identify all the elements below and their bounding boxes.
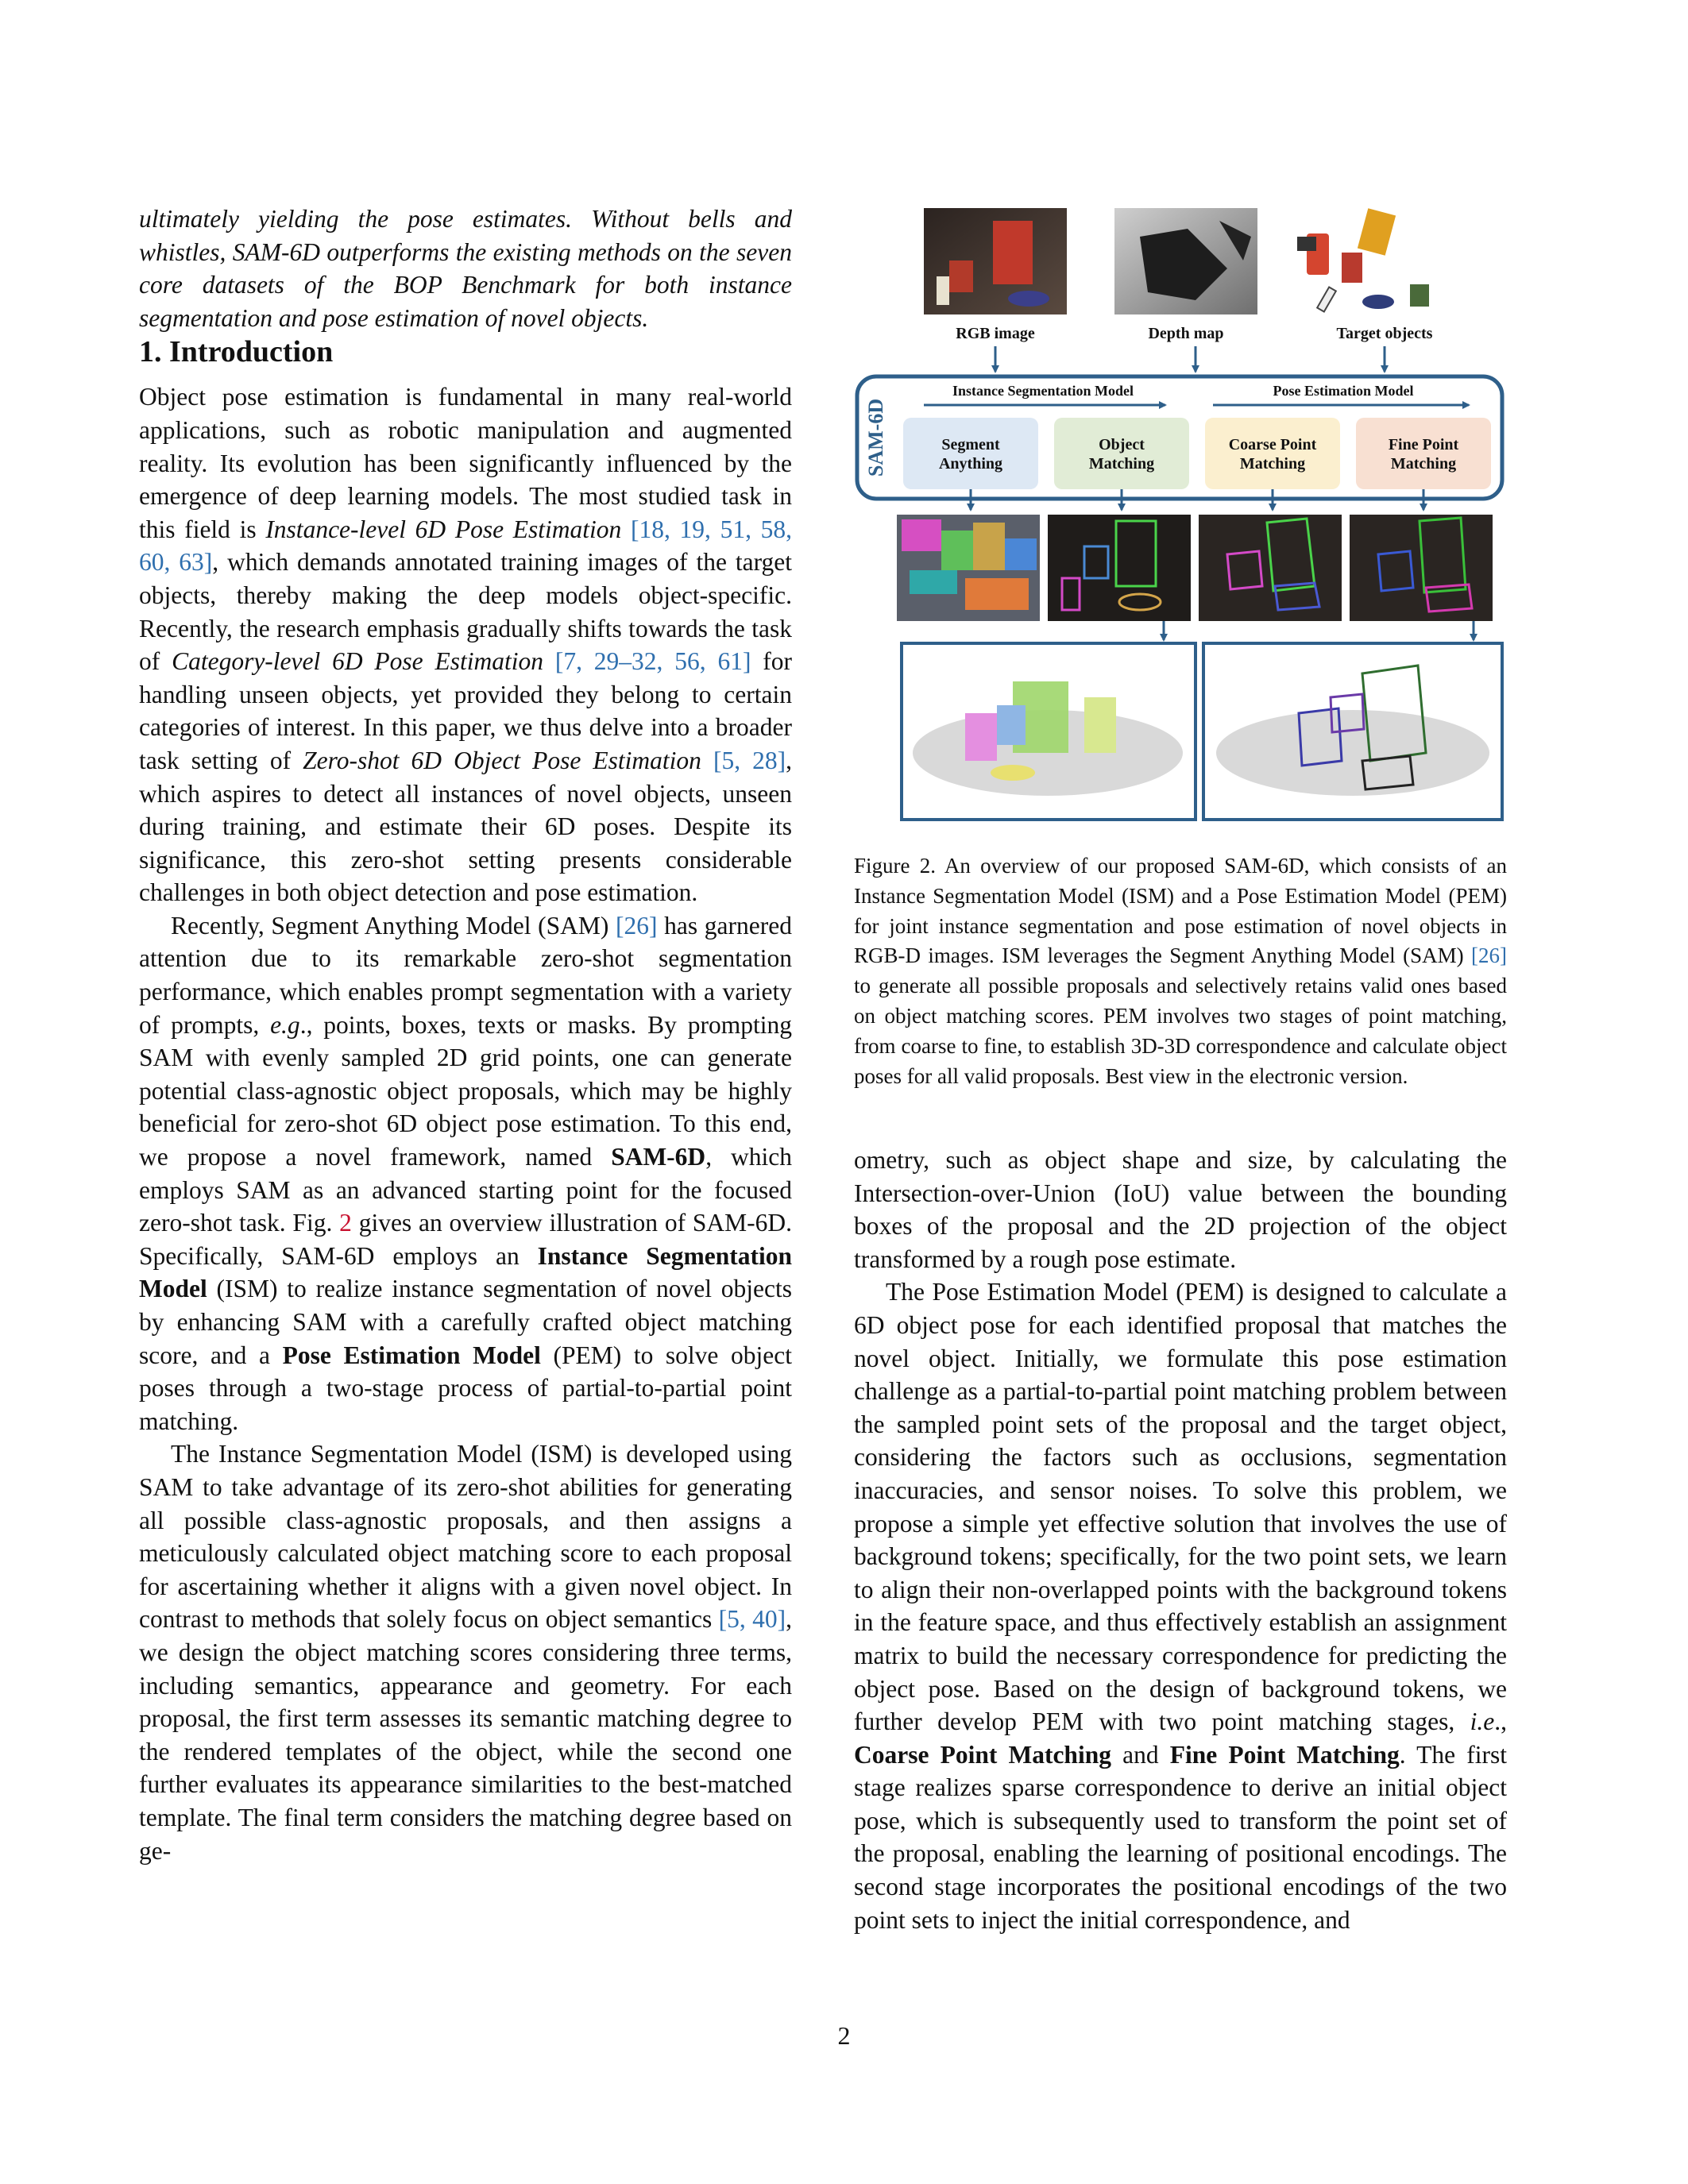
module-segment-anything	[903, 418, 1038, 489]
intro-paragraph-5: The Pose Estimation Model (PEM) is designed to calculate a 6D object pose for each identified proposal that matches the novel object. Initially, we formulate this pose estimation challenge as a partial-to-partial point matching problem between the sampled point sets of the proposal and the target object, considering the factors such as occlusions, segmentation inaccuracies, and sensor noises. To solve this problem, we propose a simple yet effective solution that involves the use of background tokens; specifically, for the two point sets, we learn to align their non-overlapped points with the background tokens in the feature space, and thus effectively establish an assignment matrix to build the necessary correspondence for predicting the object pose. Based on the design of background tokens, we further develop PEM with two point matching stages, i.e., Coarse Point Matching and Fine Point Matching. The first stage realizes sparse correspondence to derive an initial object pose, which is subsequently used to transform the point set of the proposal, enabling the learning of positional encodings. The second stage incorporates the positional encodings of the two point sets to inject the initial correspondence, and	[854, 1278, 1507, 1934]
intro-paragraph-4: ometry, such as object shape and size, by calculating the Intersection-over-Union (IoU) value between the bounding boxes of the proposal and the 2D projection of the object transformed by a rough pose estimate.	[854, 1146, 1507, 1273]
citation[interactable]: [18, 19, 51, 58, 60, 63]	[139, 515, 793, 577]
svg-text:Matching: Matching	[1088, 455, 1155, 473]
citation[interactable]: [26]	[1471, 943, 1507, 968]
section-title: 1. Introduction	[139, 335, 334, 369]
module-object-matching	[1054, 418, 1189, 489]
figure-2	[854, 205, 1507, 824]
figure-reference[interactable]: 2	[339, 1209, 352, 1237]
input-label-depth: Depth map	[1148, 325, 1224, 342]
ism-point-cloud-panel	[902, 643, 1196, 820]
citation[interactable]: [26]	[616, 911, 658, 940]
pem-point-cloud-panel	[1203, 643, 1502, 820]
input-label-rgb: RGB image	[956, 325, 1035, 342]
svg-text:Object: Object	[1099, 436, 1145, 453]
ism-label: Instance Segmentation Model	[952, 383, 1134, 399]
citation[interactable]: [5, 28]	[713, 746, 786, 774]
left-column	[139, 203, 792, 1867]
segmentation-result-image	[897, 515, 1040, 621]
rgb-image-thumbnail	[924, 208, 1067, 314]
svg-text:Matching: Matching	[1239, 455, 1306, 473]
abstract-tail: ultimately yielding the pose estimates. Without bells and whistles, SAM-6D outperforms the existing methods on the seven core datasets of the BOP Benchmark for both instance segmentation and pose estimation of novel objects.	[139, 205, 792, 332]
fine-pose-result-image	[1350, 515, 1493, 621]
module-coarse-point-matching	[1205, 418, 1340, 489]
citation[interactable]: [7, 29–32, 56, 61]	[554, 647, 751, 676]
depth-map-thumbnail	[1114, 208, 1257, 314]
page-number: 2	[837, 2021, 851, 2050]
intro-paragraph-1: Object pose estimation is fundamental in many real-world applications, such as robotic manipulation and augmented reality. Its evolution has been significantly influenced by the emergence of deep learning models. The most studied task in this field is Instance-level 6D Pose Estimation [18, 19, 51, 58, 60, 63], which demands annotated training images of the target objects, thereby making the deep models object-specific. Recently, the research emphasis gradually shifts towards the task of Category-level 6D Pose Estimation [7, 29–32, 56, 61] for handling unseen objects, yet provided they belong to certain categories of interest. In this paper, we thus delve into a broader task setting of Zero-shot 6D Object Pose Estimation [5, 28], which aspires to detect all instances of novel objects, unseen during training, and estimate their 6D poses. Despite its significance, this zero-shot setting presents considerable challenges in both object detection and pose estimation.	[139, 383, 793, 907]
intro-paragraph-2: Recently, Segment Anything Model (SAM) [26] has garnered attention due to its remarkable zero-shot segmentation performance, which enables prompt segmentation with a variety of prompts, e.g., points, boxes, texts or masks. By prompting SAM with evenly sampled 2D grid points, one can generate potential class-agnostic object proposals, which may be highly beneficial for zero-shot 6D object pose estimation. To this end, we propose a novel framework, named SAM-6D, which employs SAM as an advanced starting point for the focused zero-shot task. Fig. 2 gives an overview illustration of SAM-6D. Specifically, SAM-6D employs an Instance Segmentation Model (ISM) to realize instance segmentation of novel objects by enhancing SAM with a carefully crafted object matching score, and a Pose Estimation Model (PEM) to solve object poses through a two-stage process of partial-to-partial point matching.	[139, 911, 793, 1435]
svg-text:Anything: Anything	[938, 455, 1003, 473]
figure-caption: Figure 2. An overview of our proposed SAM-6D, which consists of an Instance Segmentation Model (ISM) and a Pose Estimation Model (PEM) for joint instance segmentation and pose estimation of novel objects in RGB-D images. ISM leverages the Segment Anything Model (SAM) [26] to generate all possible proposals and selectively retains valid ones based on object matching scores. PEM involves two stages of point matching, from coarse to fine, to establish 3D-3D correspondence and calculate object poses for all valid proposals. Best view in the electronic version.	[854, 854, 1507, 1088]
svg-text:Segment: Segment	[941, 436, 1000, 453]
module-fine-point-matching	[1356, 418, 1491, 489]
right-column	[854, 1144, 1507, 1936]
coarse-pose-result-image	[1199, 515, 1342, 621]
svg-text:Matching: Matching	[1390, 455, 1457, 473]
pem-label: Pose Estimation Model	[1273, 383, 1414, 399]
input-label-targets: Target objects	[1336, 325, 1433, 342]
intro-paragraph-3: The Instance Segmentation Model (ISM) is developed using SAM to take advantage of its zero-shot abilities for generating all possible class-agnostic proposals, and then assigns a meticulously calculated object matching score to each proposal for ascertaining whether it aligns with a given novel object. In contrast to methods that solely focus on object semantics [5, 40], we design the object matching scores considering three terms, including semantics, appearance and geometry. For each proposal, the first term assesses its semantic matching degree to the rendered templates of the object, while the second one further evaluates its appearance similarities to the best-matched template. The final term considers the matching degree based on ge-	[139, 1440, 792, 1865]
sam6d-overview-diagram	[854, 205, 1507, 824]
svg-text:Coarse Point: Coarse Point	[1228, 436, 1317, 453]
citation[interactable]: [5, 40]	[718, 1605, 786, 1634]
framework-label: SAM-6D	[864, 398, 887, 477]
target-objects-thumbnail	[1297, 208, 1429, 311]
object-matching-result-image	[1048, 515, 1191, 621]
svg-text:Fine Point: Fine Point	[1388, 436, 1459, 453]
